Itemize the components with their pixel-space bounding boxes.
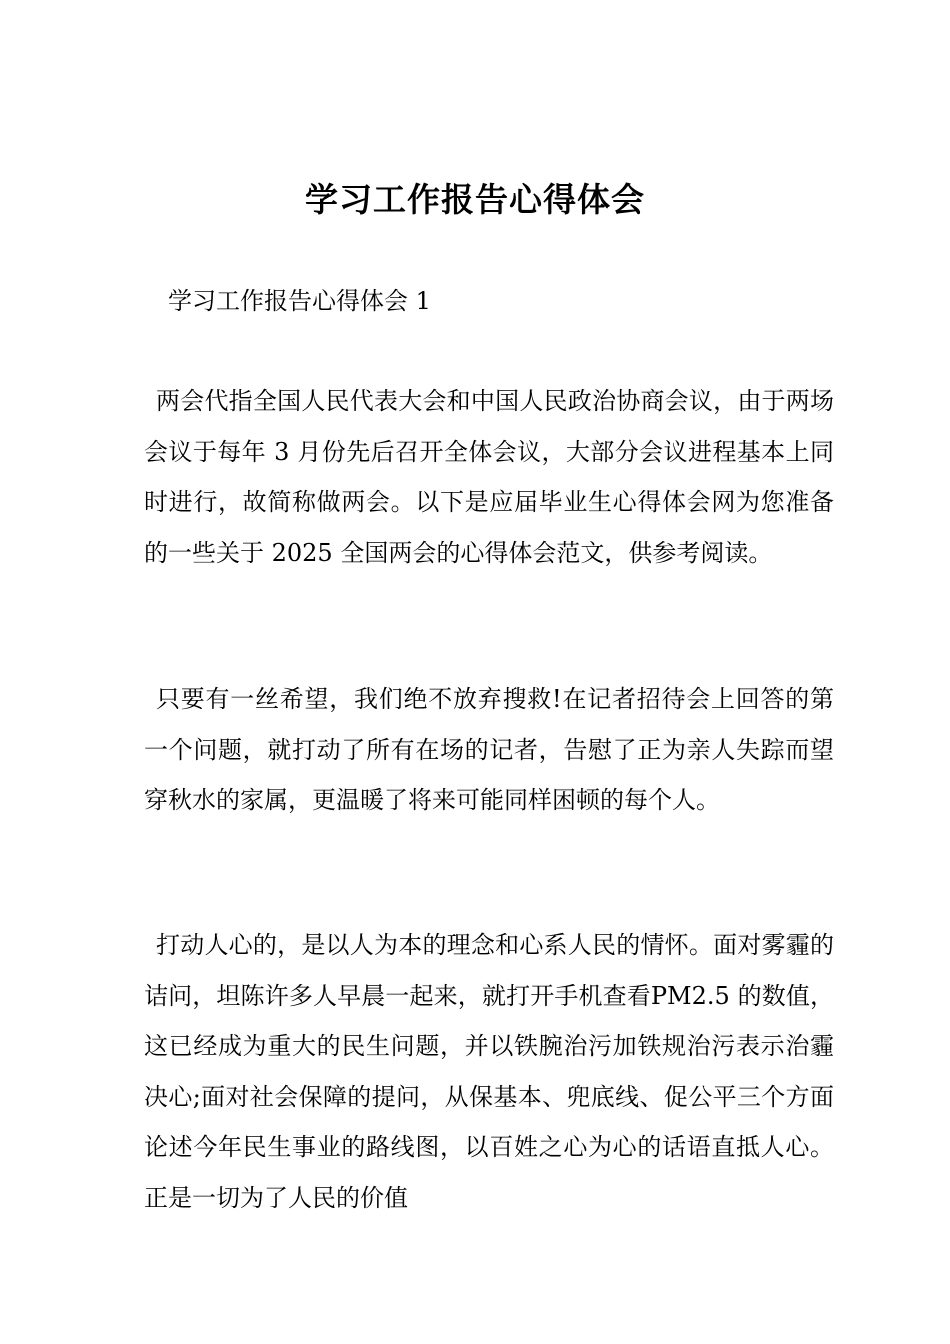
paragraph-2: 只要有一丝希望，我们绝不放弃搜救!在记者招待会上回答的第一个问题，就打动了所有在场的记者，告慰了正为亲人失踪而望穿秋水的家属，更温暖了将来可能同样困顿的每个人。 xyxy=(144,685,834,814)
document-title: 学习工作报告心得体会 xyxy=(305,180,645,219)
paragraph-3: 打动人心的，是以人为本的理念和心系人民的情怀。面对雾霾的诘问，坦陈许多人早晨一起来，就打开手机查看PM2.5 的数值，这已经成为重大的民生问题，并以铁腕治污加铁规治污表示治霾决心;面对社会保障的提问，从保基本、兜底线、促公平三个方面论述今年民生事业的路线图，以百姓之心为心的话语直抵人心。正是一切为了人民的价值 xyxy=(144,931,834,1212)
paragraph-1: 两会代指全国人民代表大会和中国人民政治协商会议，由于两场会议于每年 3 月份先后召开全体会议，大部分会议进程基本上同时进行，故简称做两会。以下是应届毕业生心得体会网为您准备的一些关于 2025 全国两会的心得体会范文，供参考阅读。 xyxy=(144,387,834,567)
section-heading: 学习工作报告心得体会 1 xyxy=(168,287,431,315)
